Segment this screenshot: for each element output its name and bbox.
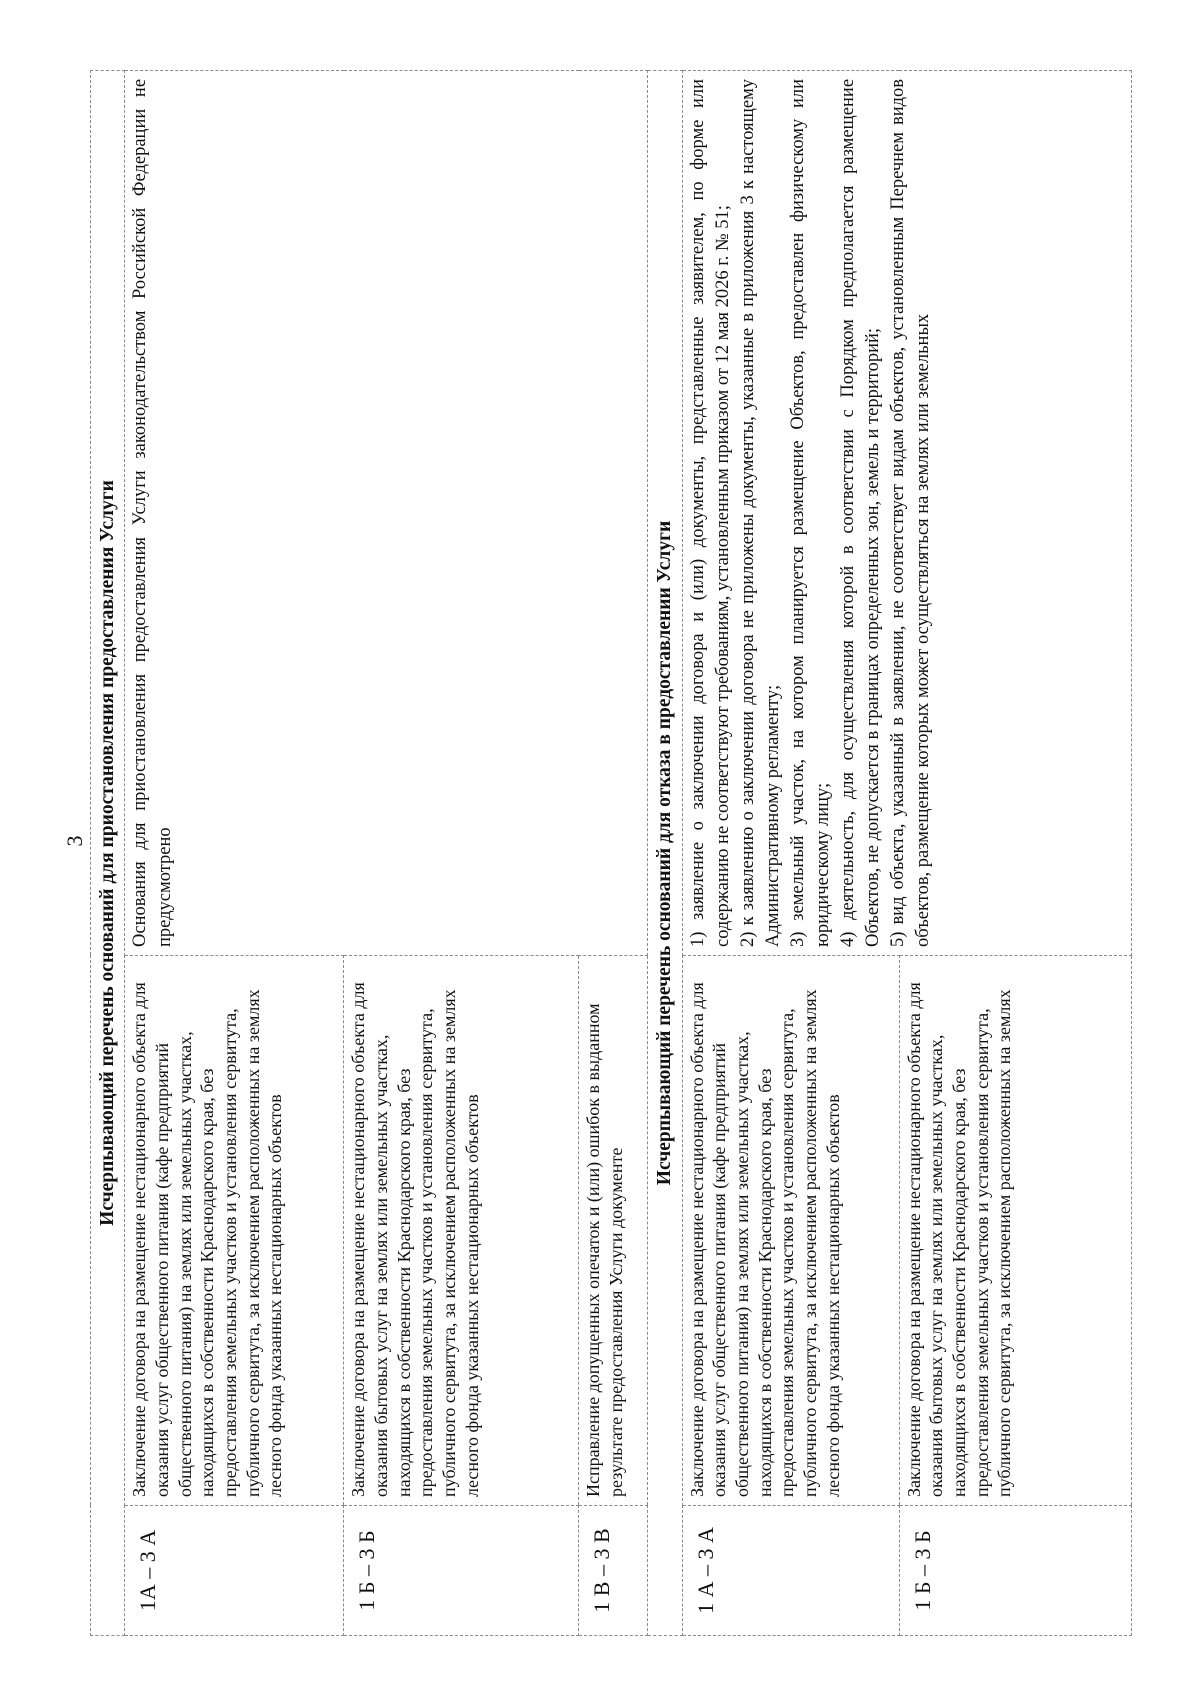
service-description: Заключение договора на размещение нестационарного объекта для оказания бытовых услуг на землях или земельных участках, находящихся в собственности Краснодарского края, без предоставления земельных участков и установления сервитута, публичного сервитута, за исключением расположенных на землях лесного фонда указанных нестационарных объектов — [344, 956, 579, 1506]
refusal-grounds-list — [682, 70, 1131, 955]
suspension-heading: Исчерпывающий перечень оснований для приостановления предоставления Услуги — [91, 70, 125, 1635]
service-description: Исправление допущенных опечаток и (или) ошибок в выданном результате предоставления Услуги документе — [579, 956, 648, 1506]
service-description: Заключение договора на размещение нестационарного объекта для оказания услуг общественного питания (кафе предприятий общественного питания) на землях или земельных участках, находящихся в собственности Краснодарского края, без предоставления земельных участков и установления сервитута, публичного сервитута, за исключением расположенных на землях лесного фонда указанных нестационарных объектов — [125, 956, 344, 1506]
service-description: Заключение договора на размещение нестационарного объекта для оказания бытовых услуг на землях или земельных участках, находящихся в собственности Краснодарского края, без предоставления земельных участков и установления сервитута, публичного сервитута, за исключением расположенных на землях — [899, 956, 1131, 1506]
row-code: 1 Б – 3 Б — [344, 1506, 579, 1636]
suspension-ground: Основания для приостановления предоставления Услуги законодательством Российской Федерации не предусмотрено — [125, 70, 648, 955]
refusal-heading-row — [648, 70, 682, 1635]
refusal-ground-item: 3) земельный участок, на котором планируется размещение Объектов, предоставлен физическому или юридическому лицу; — [787, 78, 833, 947]
service-description: Заключение договора на размещение нестационарного объекта для оказания услуг общественного питания (кафе предприятий общественного питания) на землях или земельных участках, находящихся в собственности Краснодарского края, без предоставления земельных участков и установления сервитута, публичного сервитута, за исключением расположенных на землях лесного фонда указанных нестационарных объектов — [682, 956, 899, 1506]
suspension-heading-row — [91, 70, 125, 1635]
grounds-table — [90, 70, 1132, 1636]
row-code: 1 Б – 3 Б — [899, 1506, 1131, 1636]
table-row — [125, 70, 344, 1635]
refusal-ground-item: 1) заявление о заключении договора и (или) документы, представленные заявителем, по форме или содержанию не соответствуют требованиям, установленным приказом от 12 мая 2026 г. № 51; — [687, 78, 733, 947]
refusal-ground-item: 2) к заявлению о заключении договора не приложены документы, указанные в приложения 3 к настоящему Административному регламенту; — [737, 78, 783, 947]
page-number: 3 — [62, 835, 87, 847]
refusal-ground-item: 4) деятельность, для осуществления которой в соответствии с Порядком предполагается размещение Объектов, не допускается в границах определенных зон, земель и территорий; — [837, 78, 883, 947]
row-code: 1 В – 3 В — [579, 1506, 648, 1636]
table-row — [682, 70, 899, 1635]
row-code: 1 А – 3 А — [682, 1506, 899, 1636]
refusal-heading: Исчерпывающий перечень оснований для отказа в предоставлении Услуги — [648, 70, 682, 1635]
row-code: 1А – 3 А — [125, 1506, 344, 1636]
refusal-ground-item: 5) вид объекта, указанный в заявлении, не соответствует видам объектов, установленным Перечнем видов объектов, размещение которых может осуществляться на землях или земельных — [887, 78, 933, 947]
